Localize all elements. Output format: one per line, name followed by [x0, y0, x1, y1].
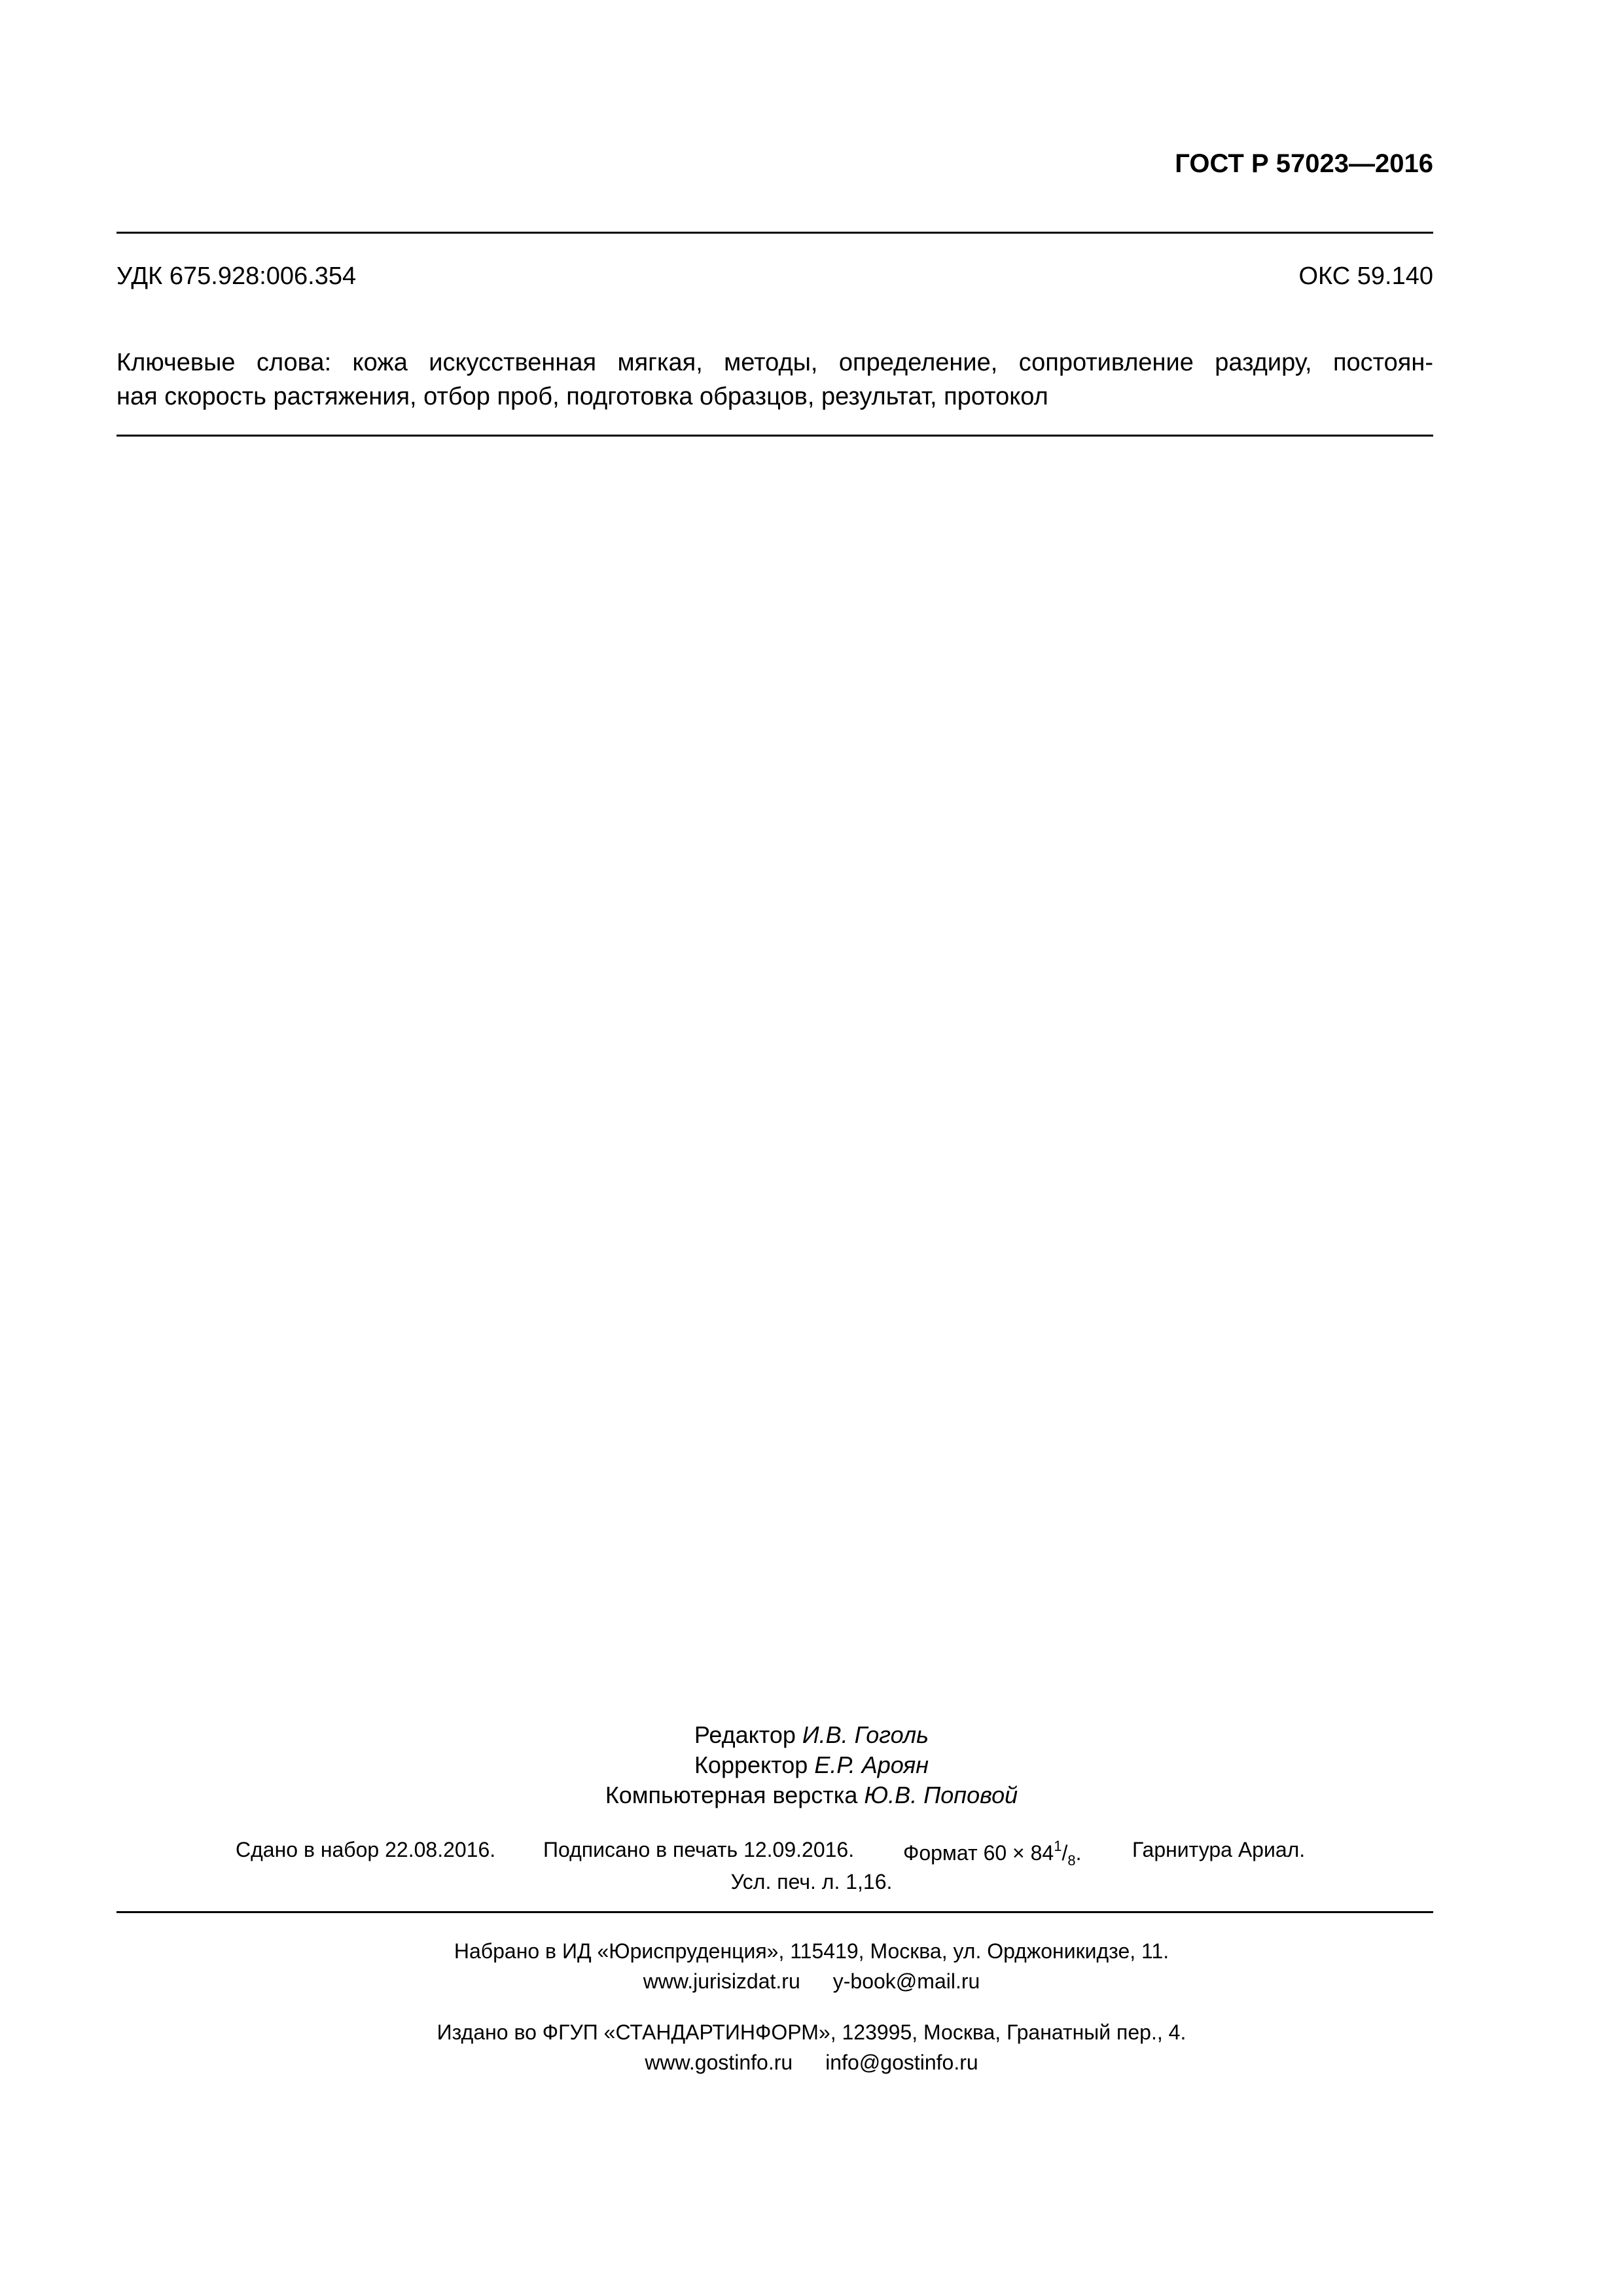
typeset-email-link[interactable]: y-book@mail.ru [832, 1969, 980, 1993]
publisher-contacts [0, 2047, 1623, 2077]
document-code: ГОСТ Р 57023—2016 [1175, 149, 1433, 178]
format-suffix: . [1075, 1841, 1082, 1865]
imprint-divider [116, 1911, 1433, 1913]
corrector-name: Е.Р. Ароян [814, 1751, 929, 1778]
format-denominator: 8 [1067, 1852, 1076, 1869]
printed-sheets: Усл. печ. л. 1,16. [730, 1870, 893, 1893]
publisher-info: Издано во ФГУП «СТАНДАРТИНФОРМ», 123995, Москва, Гранатный пер., 4. [437, 2020, 1186, 2044]
typeset-contacts [0, 1966, 1623, 1996]
corrector-line [0, 1750, 1623, 1780]
keywords-divider [116, 435, 1433, 437]
keywords-block [116, 346, 1433, 414]
format-slash: / [1061, 1841, 1068, 1865]
oks-code: ОКС 59.140 [1298, 262, 1433, 290]
editor-line [0, 1720, 1623, 1750]
editor-name: И.В. Гоголь [802, 1721, 929, 1748]
editor-role: Редактор [694, 1721, 796, 1748]
typeface: Гарнитура Ариал. [1132, 1838, 1306, 1861]
typeset-info: Набрано в ИД «Юриспруденция», 115419, Москва, ул. Орджоникидзе, 11. [454, 1939, 1169, 1963]
layout-role: Компьютерная верстка [605, 1782, 858, 1808]
top-divider [116, 232, 1433, 234]
submitted-date: Сдано в набор 22.08.2016. [236, 1838, 496, 1861]
corrector-role: Корректор [694, 1751, 808, 1778]
publisher-email-link[interactable]: info@gostinfo.ru [825, 2051, 978, 2074]
print-format [903, 1838, 1082, 1869]
layout-name: Ю.В. Поповой [864, 1782, 1018, 1808]
udk-code: УДК 675.928:006.354 [116, 262, 357, 290]
layout-line [0, 1780, 1623, 1810]
keywords-line-1: Ключевые слова: кожа искусственная мягкая, методы, определение, сопротивление раздиру, постоян- [116, 349, 1433, 376]
typeset-site-link[interactable]: www.jurisizdat.ru [643, 1969, 800, 1993]
format-numerator: 1 [1054, 1838, 1062, 1854]
signed-date: Подписано в печать 12.09.2016. [543, 1838, 855, 1861]
keywords-line-2: ная скорость растяжения, отбор проб, подготовка образцов, результат, протокол [116, 383, 1048, 410]
format-prefix: Формат 60 × 84 [903, 1841, 1054, 1865]
publisher-site-link[interactable]: www.gostinfo.ru [645, 2051, 793, 2074]
